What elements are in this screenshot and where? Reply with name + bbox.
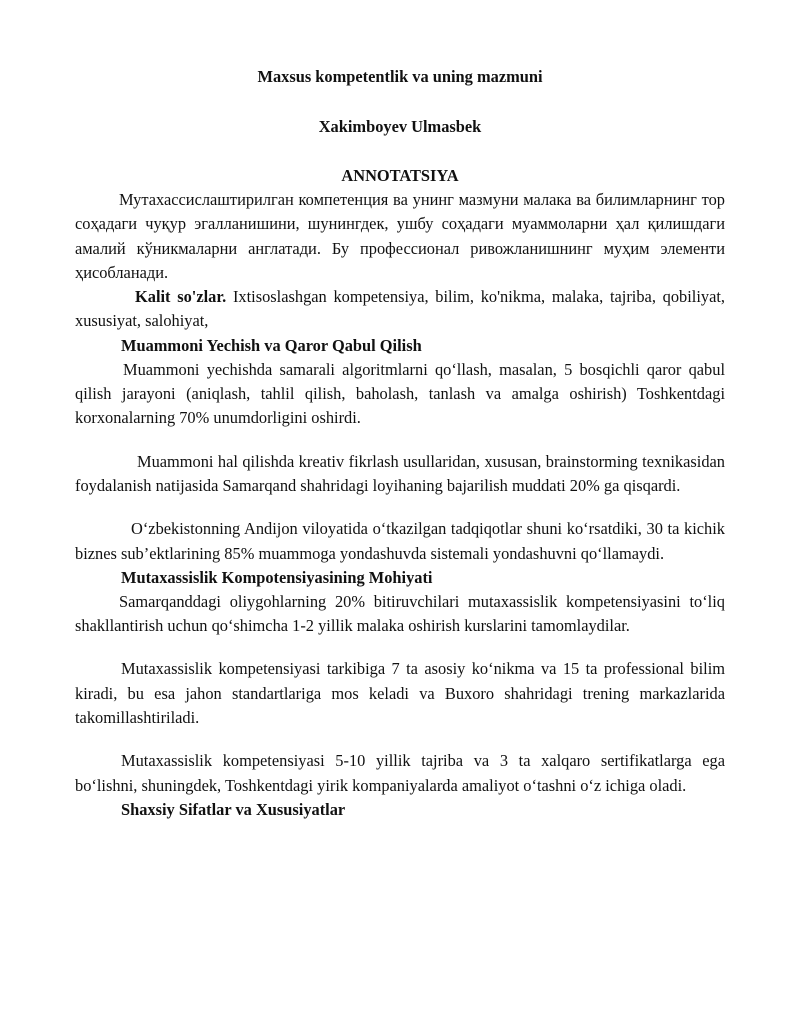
section-heading-personal-qualities: Shaxsiy Sifatlar va Xususiyatlar (121, 799, 346, 819)
annotation-heading: ANNOTATSIYA (341, 166, 459, 185)
section-paragraph: Muammoni yechishda samarali algoritmlarni qo‘llash, masalan, 5 bosqichli qaror qabul qilish jarayoni (aniqlash, tahlil qilish, baholash, tanlash va amalga oshirish) Toshkentdagi korxonalarning 70% unumdorligini oshirdi. (75, 359, 725, 428)
keywords-text: Ixtisoslashgan kompetensiya, bilim, ko'nikma, malaka, tajriba, qobiliyat, xususiyat, salohiyat, (75, 287, 725, 331)
keywords-label: Kalit so'zlar. (135, 287, 227, 307)
keywords-paragraph (75, 285, 725, 334)
section-paragraph: Samarqanddagi oliygohlarning 20% bitiruvchilari mutaxassislik kompetensiyasini to‘liq shakllantirish uchun qo‘shimcha 1-2 yillik malaka oshirish kurslarini tamomlaydilar. (75, 591, 725, 636)
document-title: Maxsus kompetentlik va uning mazmuni (257, 67, 543, 86)
section-paragraph: Muammoni hal qilishda kreativ fikrlash usullaridan, xususan, brainstorming texnikasidan foydalanish natijasida Samarqand shahridagi loyihaning bajarilish muddati 20% ga qisqardi. (75, 451, 725, 495)
author-name: Xakimboyev Ulmasbek (318, 117, 482, 136)
section-paragraph: Mutaxassislik kompetensiyasi 5-10 yillik tajriba va 3 ta xalqaro sertifikatlarga ega bo‘lishni, shuningdek, Toshkentdagi yirik kompaniyalarda amaliyot o‘tashni o‘z ichiga oladi. (75, 751, 725, 795)
document-page (75, 62, 725, 822)
section-paragraph: Mutaxassislik kompetensiyasi tarkibiga 7 ta asosiy ko‘nikma va 15 ta professional bilim kiradi, bu esa jahon standartlariga mos keladi va Buxoro shahridagi trening markazlarida takomillashtiriladi. (75, 659, 725, 728)
section-paragraph: O‘zbekistonning Andijon viloyatida o‘tkazilgan tadqiqotlar shuni ko‘rsatdiki, 30 ta kichik biznes sub’ektlarining 85% muammoga yondashuvda sistemali yondashuvni qo‘llamaydi. (75, 519, 725, 563)
section-heading-problem-solving: Muammoni Yechish va Qaror Qabul Qilish (121, 335, 422, 355)
abstract-paragraph: Мутахассислаштирилган компетенция ва унинг мазмуни малака ва билимларнинг тор соҳадаги чуқур эгалланишини, шунингдек, ушбу соҳадаги муаммоларни ҳал қилишдаги амалий кўникмаларни англатади. Бу профессионал ривожланишнинг муҳим элементи ҳисобланади. (75, 190, 725, 282)
section-heading-competence-essence: Mutaxassislik Kompotensiyasining Mohiyati (121, 567, 433, 587)
